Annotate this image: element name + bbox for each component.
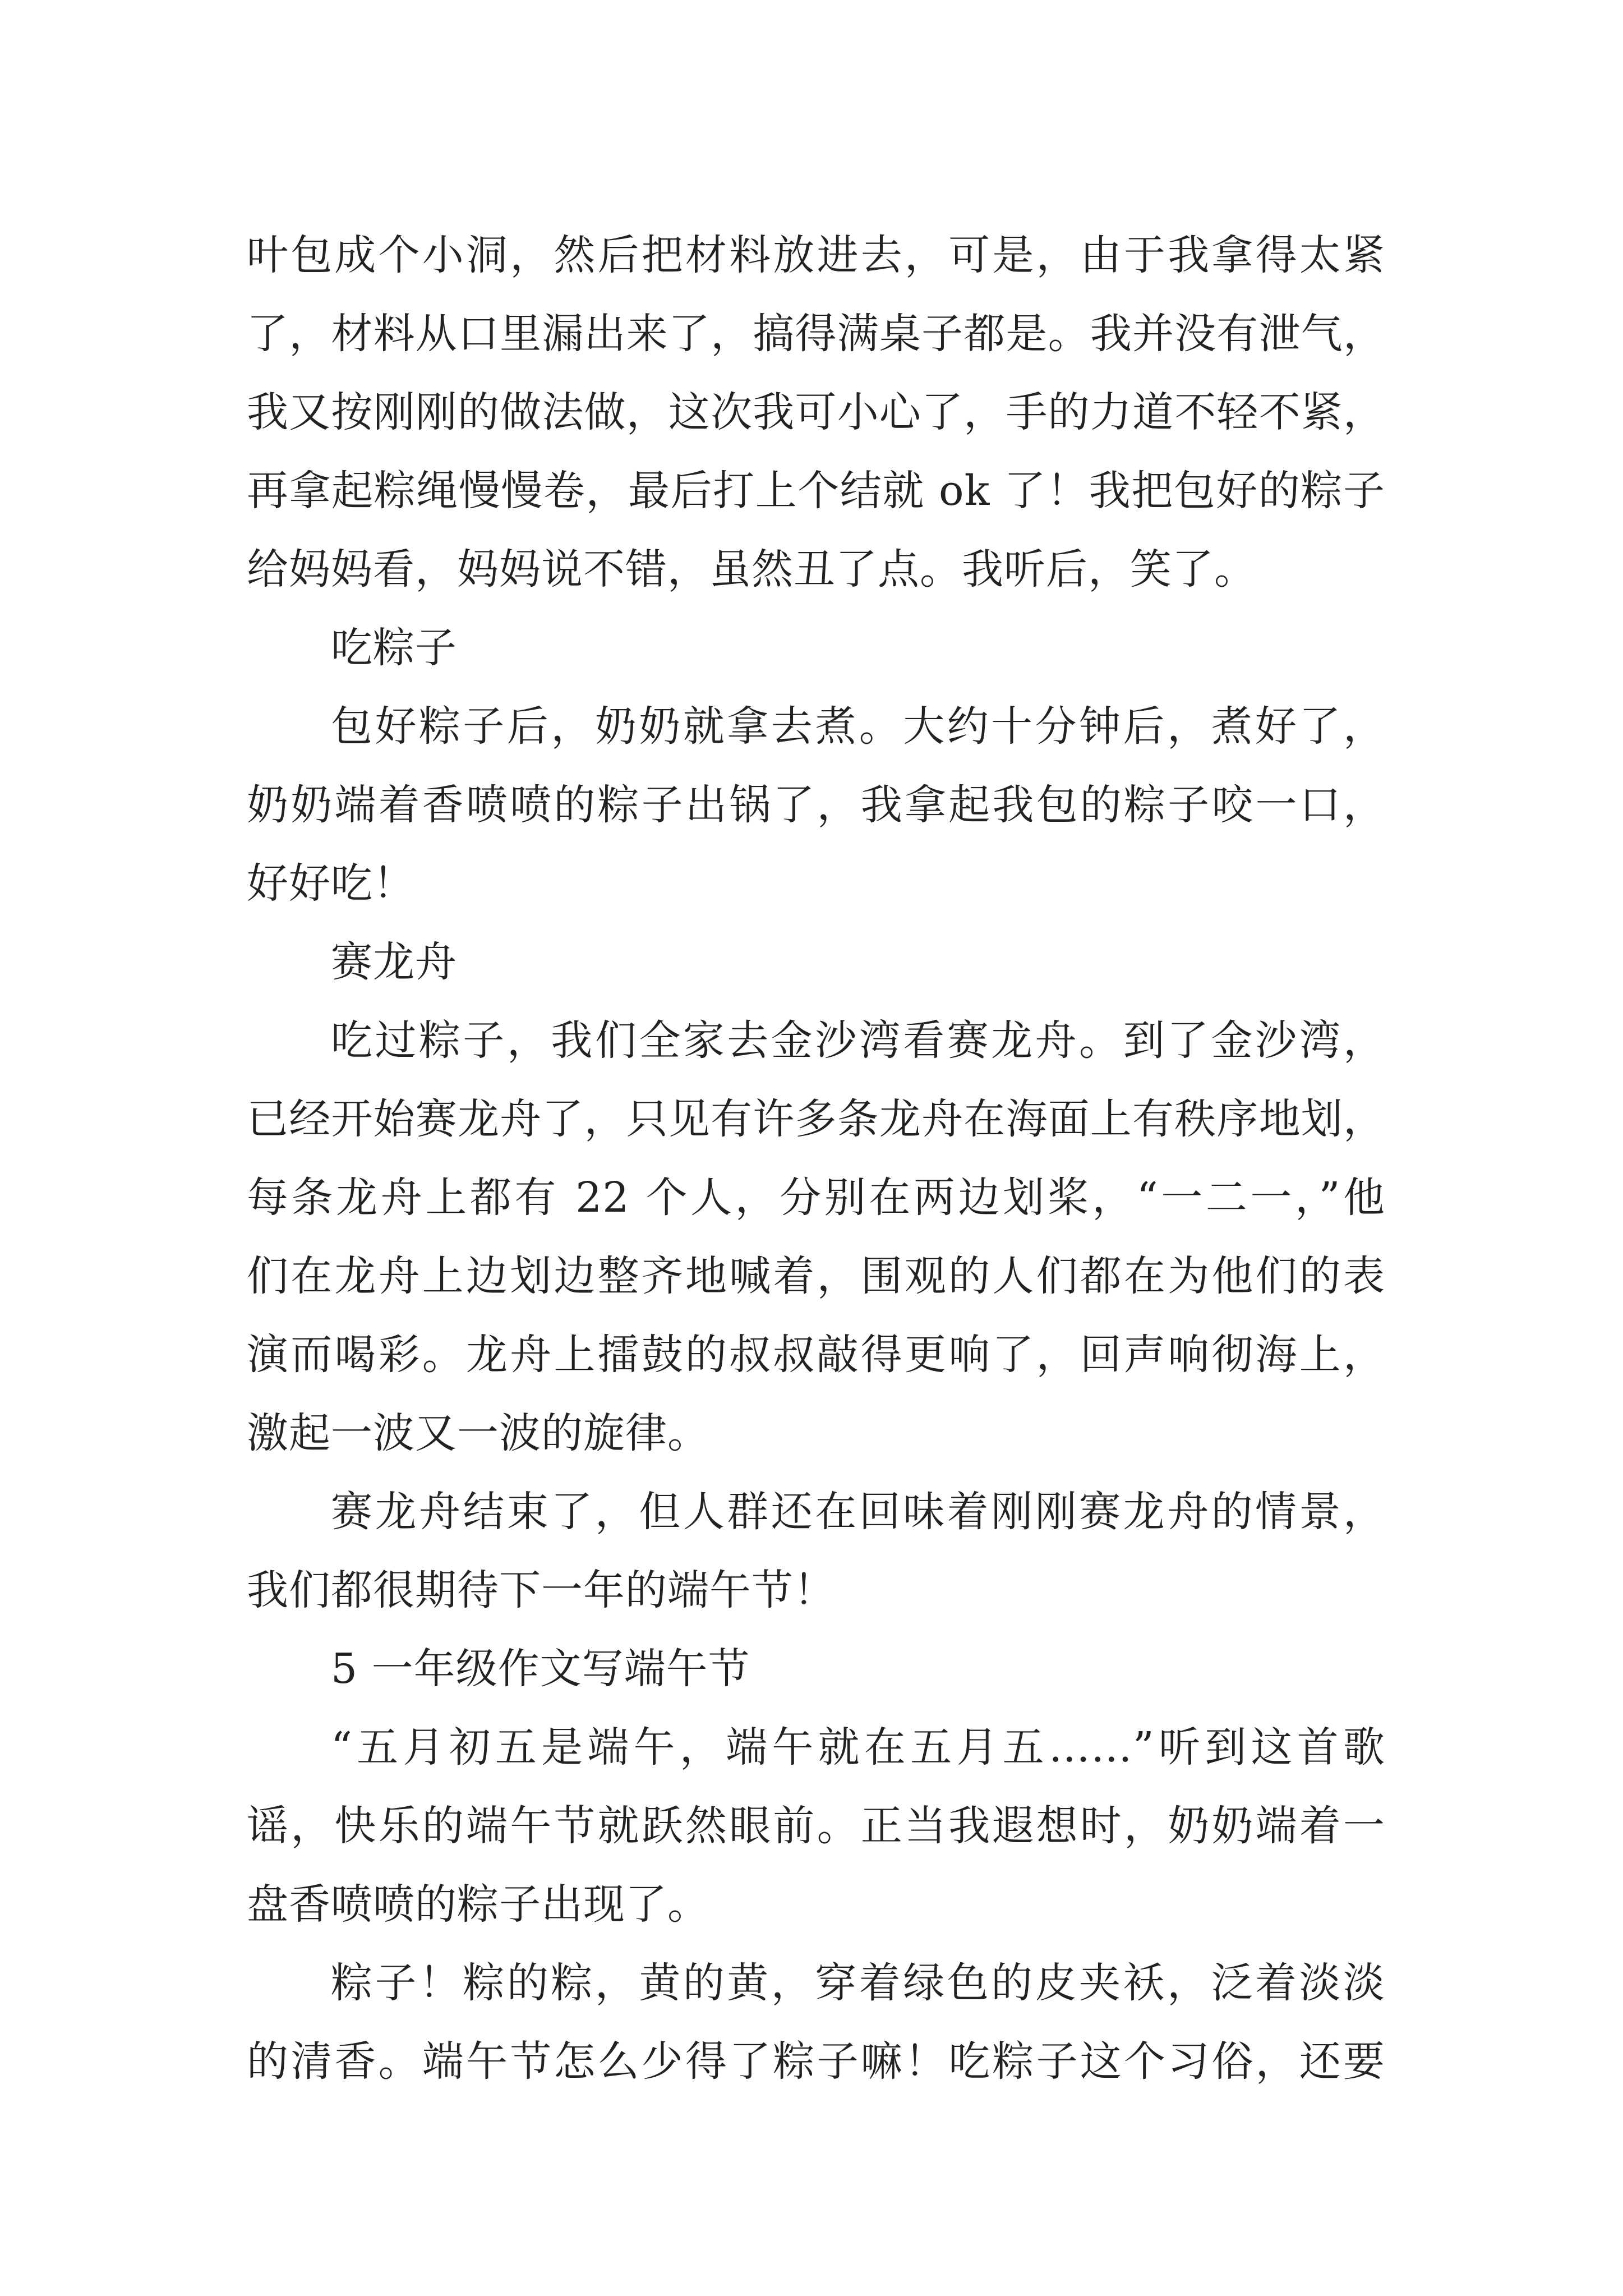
text-line: 吃过粽子，我们全家去金沙湾看赛龙舟。到了金沙湾， [331, 1016, 1385, 1065]
text-line: 奶奶端着香喷喷的粽子出锅了，我拿起我包的粽子咬一口， [247, 781, 1385, 829]
text-line: 给妈妈看，妈妈说不错，虽然丑了点。我听后，笑了。 [247, 545, 1256, 593]
text-line: 们在龙舟上边划边整齐地喊着，围观的人们都在为他们的表 [247, 1252, 1385, 1300]
text-line: 的清香。端午节怎么少得了粽子嘛！吃粽子这个习俗，还要 [247, 2037, 1385, 2086]
text-line: 我们都很期待下一年的端午节！ [247, 1566, 836, 1614]
text-line: 演而喝彩。龙舟上擂鼓的叔叔敲得更响了，回声响彻海上， [247, 1331, 1385, 1379]
text-line: 盘香喷喷的粽子出现了。 [247, 1880, 709, 1929]
text-line: 包好粽子后，奶奶就拿去煮。大约十分钟后，煮好了， [331, 702, 1385, 751]
text-line: 好好吃！ [247, 859, 415, 908]
text-line: 每条龙舟上都有 22 个人，分别在两边划桨，“一二一，”他 [247, 1174, 1385, 1222]
text-line: 粽子！粽的粽，黄的黄，穿着绿色的皮夹袄，泛着淡淡 [331, 1959, 1385, 2007]
text-line: “五月初五是端午，端午就在五月五……”听到这首歌 [331, 1723, 1385, 1772]
text-line: 激起一波又一波的旋律。 [247, 1409, 709, 1457]
section-heading: 吃粽子 [331, 624, 457, 672]
text-line: 赛龙舟结束了，但人群还在回味着刚刚赛龙舟的情景， [331, 1488, 1385, 1536]
section-heading: 赛龙舟 [331, 938, 457, 986]
text-line: 叶包成个小洞，然后把材料放进去，可是，由于我拿得太紧 [247, 231, 1385, 279]
section-heading: 5 一年级作文写端午节 [331, 1645, 750, 1693]
text-line: 已经开始赛龙舟了，只见有许多条龙舟在海面上有秩序地划， [247, 1095, 1385, 1143]
text-line: 我又按刚刚的做法做，这次我可小心了，手的力道不轻不紧， [247, 388, 1385, 436]
document-page [247, 216, 1385, 2101]
text-line: 再拿起粽绳慢慢卷，最后打上个结就 ok 了！我把包好的粽子 [247, 467, 1385, 515]
text-line: 了，材料从口里漏出来了，搞得满桌子都是。我并没有泄气， [247, 310, 1385, 358]
text-line: 谣，快乐的端午节就跃然眼前。正当我遐想时，奶奶端着一 [247, 1802, 1385, 1850]
